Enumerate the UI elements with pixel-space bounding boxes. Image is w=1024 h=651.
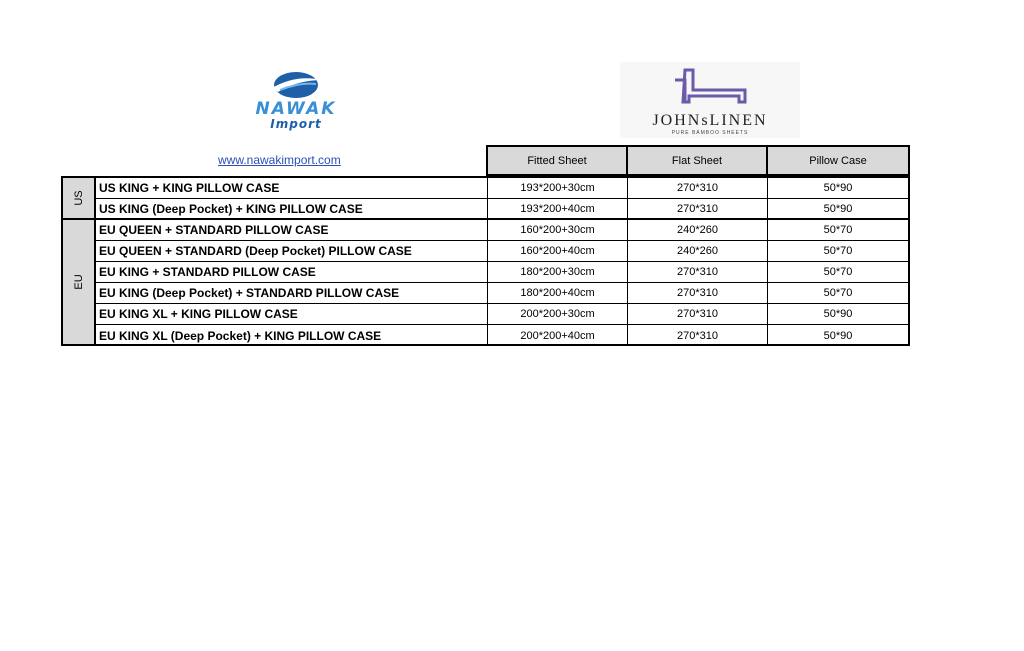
row-name: EU QUEEN + STANDARD PILLOW CASE	[96, 220, 488, 240]
row-pillow: 50*70	[823, 245, 853, 257]
table-row	[96, 241, 908, 262]
row-name: EU KING (Deep Pocket) + STANDARD PILLOW CASE	[96, 283, 488, 303]
table-row	[96, 304, 908, 325]
row-pillow: 50*70	[823, 266, 853, 278]
row-fitted: 180*200+30cm	[488, 262, 628, 282]
row-pillow: 50*70	[823, 224, 853, 236]
table-row	[96, 325, 908, 346]
row-flat: 270*310	[628, 304, 768, 324]
header-flat-sheet: Flat Sheet	[626, 145, 768, 176]
row-fitted: 160*200+40cm	[488, 241, 628, 261]
row-pillow: 50*90	[823, 329, 853, 342]
row-flat: 270*310	[628, 283, 768, 303]
row-pillow: 50*90	[823, 182, 853, 194]
row-fitted: 193*200+40cm	[488, 199, 628, 218]
row-name: US KING (Deep Pocket) + KING PILLOW CASE	[96, 199, 488, 218]
group-eu	[63, 220, 96, 344]
row-flat: 270*310	[628, 325, 768, 346]
row-pillow: 50*90	[823, 308, 853, 320]
johnslinen-logo	[620, 62, 800, 138]
table-row	[96, 283, 908, 304]
globe-swoosh-icon	[266, 70, 326, 100]
row-fitted: 200*200+30cm	[488, 304, 628, 324]
row-flat: 270*310	[628, 178, 768, 198]
johnslinen-name: JOHNsLINEN	[652, 112, 768, 129]
row-name: EU QUEEN + STANDARD (Deep Pocket) PILLOW CASE	[96, 241, 488, 261]
row-fitted: 160*200+30cm	[488, 220, 628, 240]
group-eu-label: EU	[72, 274, 85, 290]
nawak-logo-sub: Import	[270, 117, 322, 131]
group-us-label: US	[72, 190, 85, 206]
size-table	[61, 176, 910, 346]
bed-mark-icon	[665, 66, 755, 108]
row-pillow: 50*90	[823, 202, 853, 215]
table-row	[96, 220, 908, 241]
website-link[interactable]: www.nawakimport.com	[218, 153, 341, 167]
header-fitted-sheet: Fitted Sheet	[486, 145, 628, 176]
table-row	[96, 262, 908, 283]
row-name: EU KING XL (Deep Pocket) + KING PILLOW CASE	[96, 325, 488, 346]
nawak-logo-name: NAWAK	[255, 99, 337, 119]
row-name: EU KING XL + KING PILLOW CASE	[96, 304, 488, 324]
row-flat: 270*310	[628, 262, 768, 282]
johnslinen-tagline: PURE BAMBOO SHEETS	[671, 130, 749, 136]
table-row	[96, 178, 908, 199]
table-row	[96, 199, 908, 220]
row-fitted: 200*200+40cm	[488, 325, 628, 346]
group-us	[63, 178, 96, 220]
nawak-logo	[236, 70, 356, 132]
row-fitted: 193*200+30cm	[488, 178, 628, 198]
row-fitted: 180*200+40cm	[488, 283, 628, 303]
header-pillow-case: Pillow Case	[766, 145, 910, 176]
row-flat: 240*260	[628, 220, 768, 240]
row-name: EU KING + STANDARD PILLOW CASE	[96, 262, 488, 282]
row-name: US KING + KING PILLOW CASE	[96, 178, 488, 198]
row-pillow: 50*70	[823, 287, 853, 299]
row-flat: 270*310	[628, 199, 768, 218]
row-flat: 240*260	[628, 241, 768, 261]
